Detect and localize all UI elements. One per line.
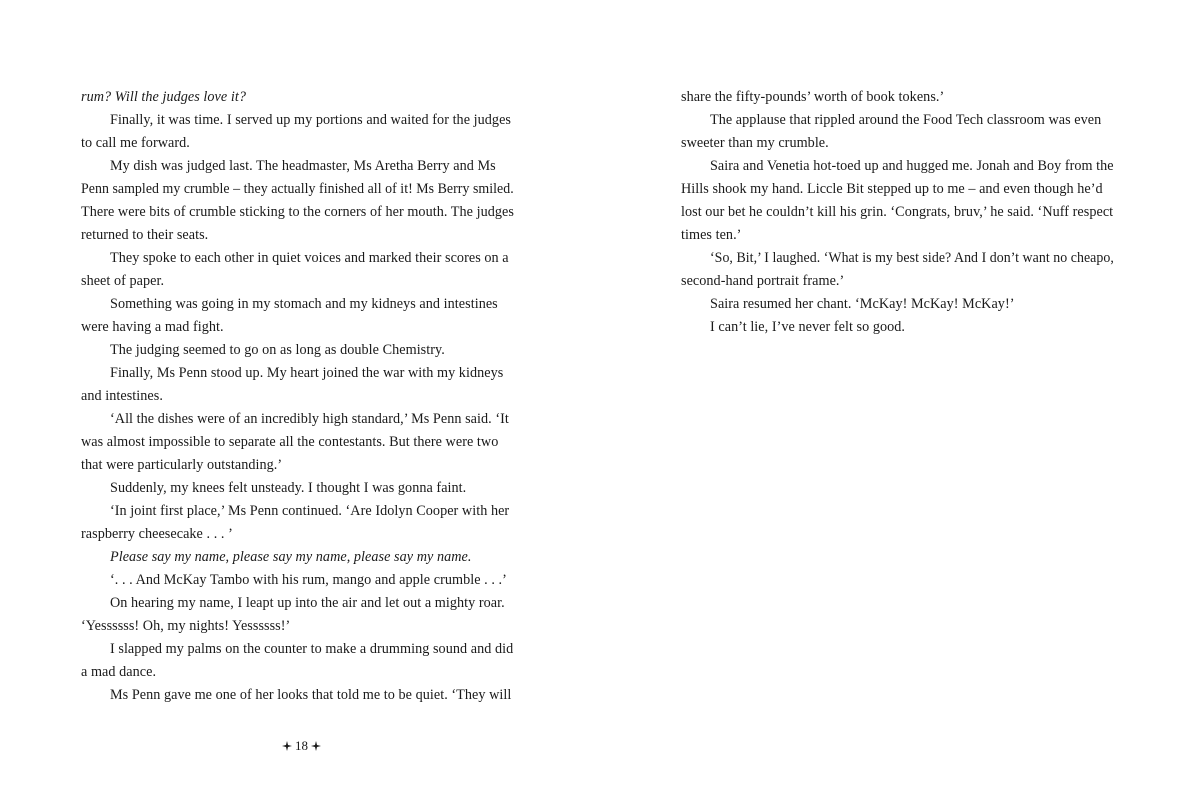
text-line: Suddenly, my knees felt unsteady. I thought I was gonna faint. — [110, 480, 467, 496]
right-page — [600, 0, 1200, 798]
text-line: second-hand portrait frame.’ — [681, 273, 845, 289]
text-line: Please say my name, please say my name, please say my name. — [110, 549, 472, 565]
text-line: and intestines. — [81, 388, 163, 404]
text-line: returned to their seats. — [81, 227, 209, 243]
page-number-text: 18 — [295, 738, 308, 753]
text-line: a mad dance. — [81, 664, 157, 680]
text-line: ‘. . . And McKay Tambo with his rum, mango and apple crumble . . .’ — [110, 572, 507, 588]
text-line: Saira and Venetia hot-toed up and hugged me. Jonah and Boy from the — [710, 158, 1114, 174]
text-line: On hearing my name, I leapt up into the air and let out a mighty roar. — [110, 595, 505, 611]
text-line: The applause that rippled around the Food Tech classroom was even — [710, 112, 1102, 128]
text-line: was almost impossible to separate all the contestants. But there were two — [81, 434, 499, 450]
text-line: to call me forward. — [81, 135, 190, 151]
text-line: ‘Yessssss! Oh, my nights! Yessssss!’ — [81, 618, 291, 634]
text-line: They spoke to each other in quiet voices and marked their scores on a — [110, 250, 509, 266]
text-line: times ten.’ — [681, 227, 742, 243]
text-line: Finally, it was time. I served up my portions and waited for the judges — [110, 112, 511, 128]
text-line: ‘So, Bit,’ I laughed. ‘What is my best side? And I don’t want no cheapo, — [710, 250, 1114, 266]
text-line: ‘In joint first place,’ Ms Penn continued. ‘Are Idolyn Cooper with her — [110, 503, 510, 519]
text-line: Ms Penn gave me one of her looks that told me to be quiet. ‘They will — [110, 687, 512, 703]
text-line: There were bits of crumble sticking to the corners of her mouth. The judges — [81, 204, 514, 220]
text-line: Hills shook my hand. Liccle Bit stepped up to me – and even though he’d — [681, 181, 1103, 197]
text-line: I slapped my palms on the counter to make a drumming sound and did — [110, 641, 514, 657]
text-line: Penn sampled my crumble – they actually finished all of it! Ms Berry smiled. — [81, 181, 514, 197]
text-line: that were particularly outstanding.’ — [81, 457, 283, 473]
page-number — [282, 738, 321, 754]
text-line: raspberry cheesecake . . . ’ — [81, 526, 233, 542]
text-line: Finally, Ms Penn stood up. My heart joined the war with my kidneys — [110, 365, 504, 381]
text-line: Saira resumed her chant. ‘McKay! McKay! McKay!’ — [710, 296, 1015, 312]
text-line: The judging seemed to go on as long as double Chemistry. — [110, 342, 445, 358]
text-line: ‘All the dishes were of an incredibly high standard,’ Ms Penn said. ‘It — [110, 411, 509, 427]
text-line: I can’t lie, I’ve never felt so good. — [710, 319, 906, 335]
text-line: sweeter than my crumble. — [681, 135, 829, 151]
text-line: lost our bet he couldn’t kill his grin. ‘Congrats, bruv,’ he said. ‘Nuff respect — [681, 204, 1114, 220]
four-point-star-icon — [311, 741, 321, 751]
text-line: rum? Will the judges love it? — [81, 89, 246, 105]
text-line: were having a mad fight. — [81, 319, 224, 335]
text-line: share the fifty-pounds’ worth of book tokens.’ — [681, 89, 945, 105]
text-line: Something was going in my stomach and my kidneys and intestines — [110, 296, 498, 312]
text-line: My dish was judged last. The headmaster, Ms Aretha Berry and Ms — [110, 158, 496, 174]
four-point-star-icon — [282, 741, 292, 751]
text-line: sheet of paper. — [81, 273, 165, 289]
